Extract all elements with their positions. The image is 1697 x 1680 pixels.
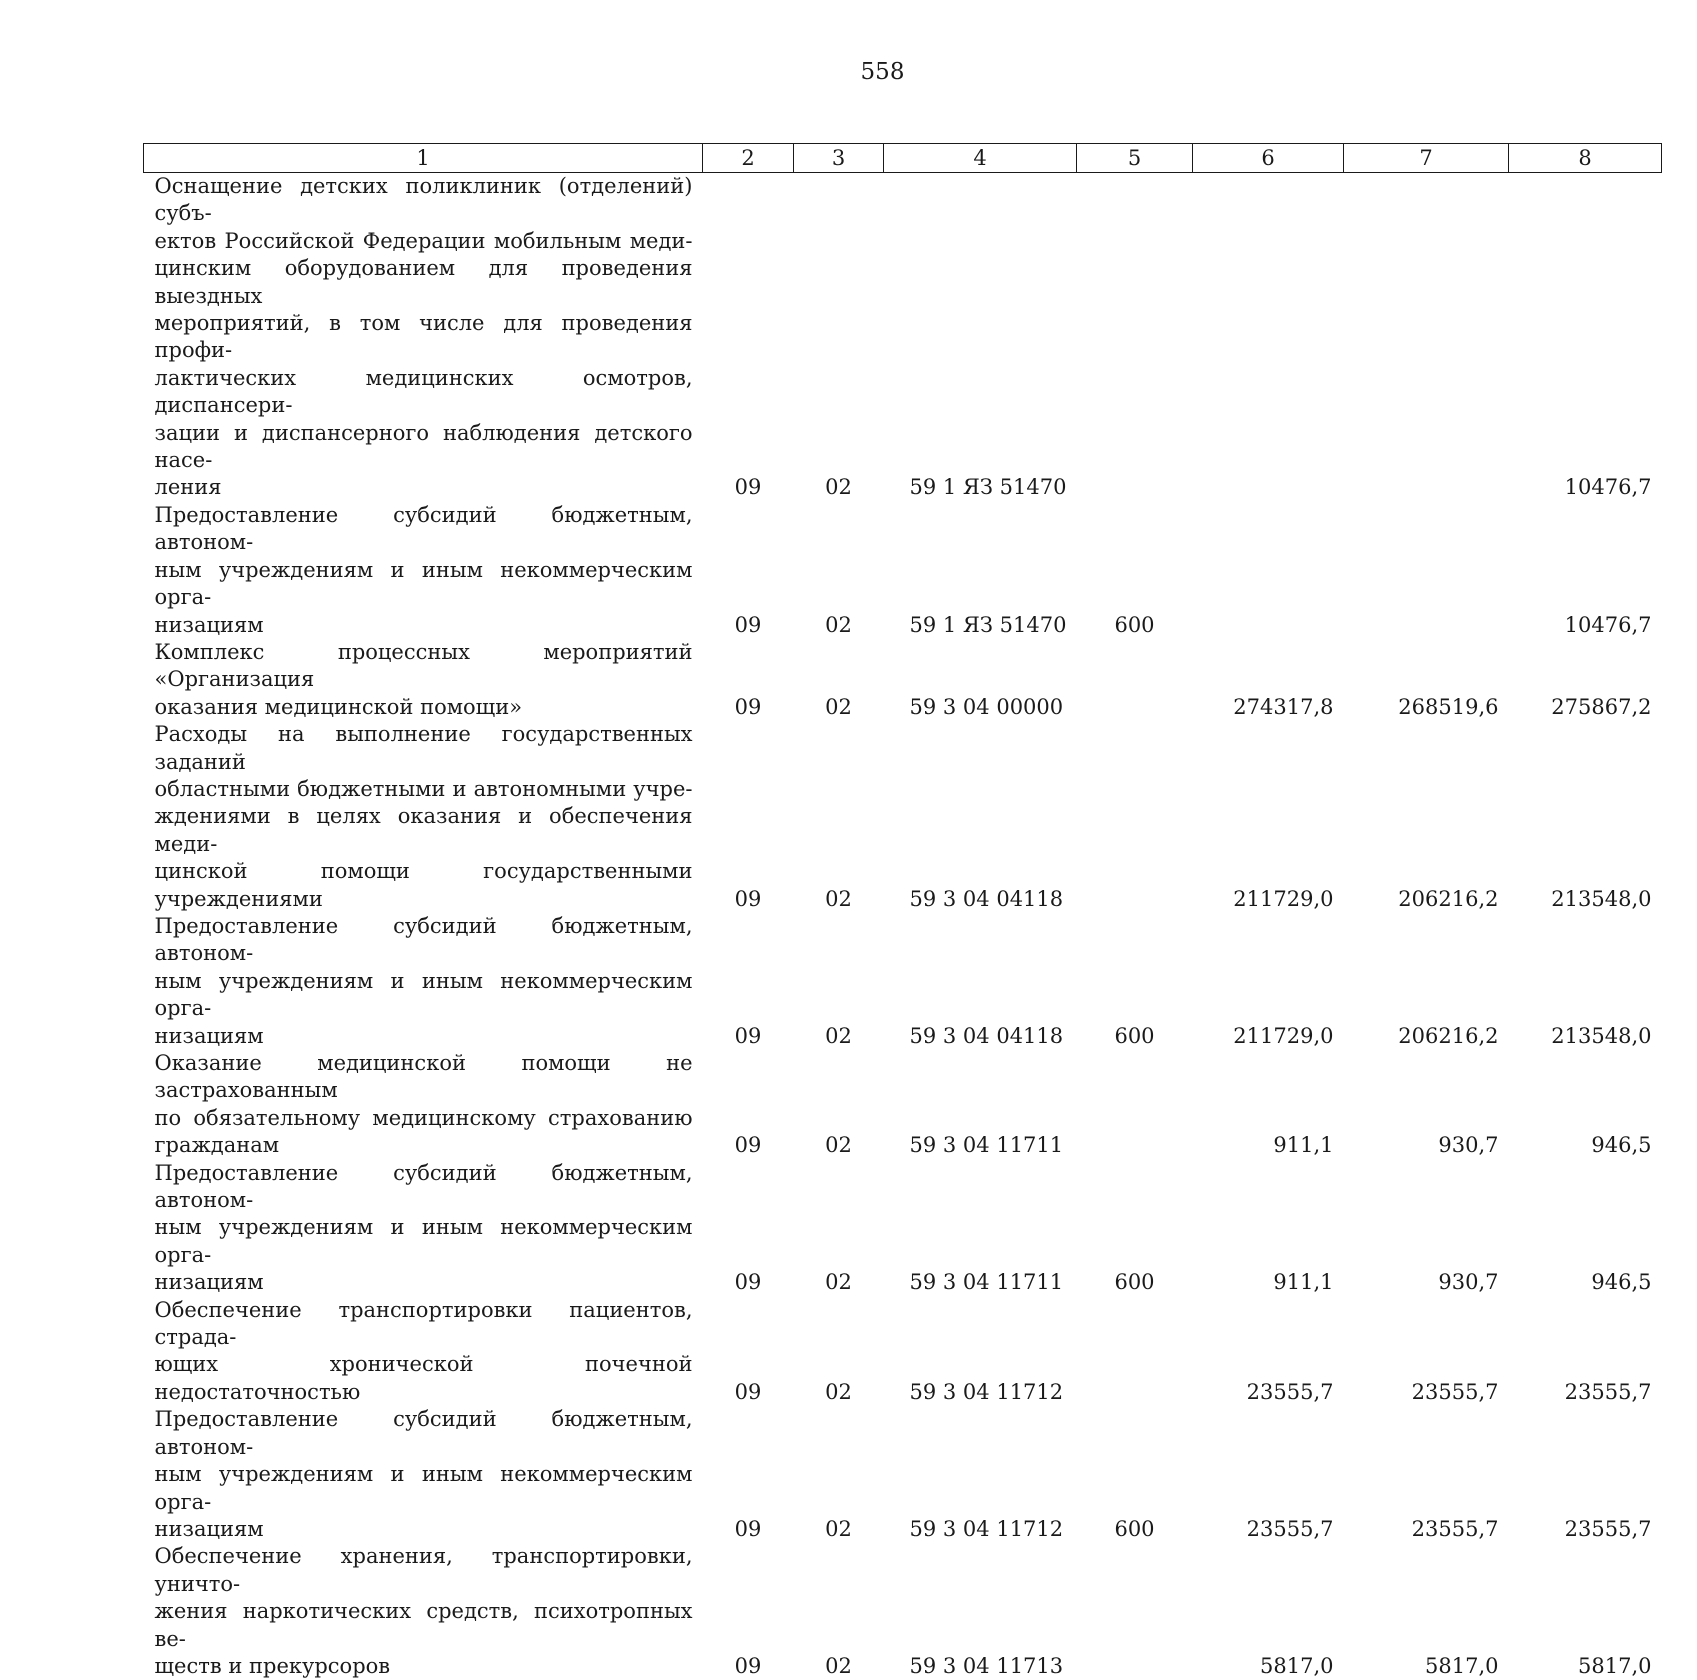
description-line: жения наркотических средств, психотропных ве- <box>155 1598 693 1653</box>
section-code: 09 <box>703 721 794 913</box>
target-article-code: 59 1 ЯЗ 51470 <box>884 173 1077 502</box>
amount-col-6: 23555,7 <box>1193 1406 1344 1543</box>
header-col-2: 2 <box>703 144 794 173</box>
header-col-4: 4 <box>884 144 1077 173</box>
expense-type-code: 600 <box>1077 1160 1193 1297</box>
description-line: мероприятий, в том числе для проведения профи- <box>155 310 693 365</box>
description-line: ющих хронической почечной недостаточностью <box>155 1351 693 1406</box>
amount-col-8: 946,5 <box>1509 1160 1662 1297</box>
section-code: 09 <box>703 1297 794 1407</box>
amount-col-8: 10476,7 <box>1509 502 1662 639</box>
description-line: Предоставление субсидий бюджетным, автоном- <box>155 502 693 557</box>
amount-col-8: 275867,2 <box>1509 639 1662 721</box>
description-line: оказания медицинской помощи» <box>155 694 693 721</box>
row-description <box>144 1543 703 1680</box>
description-line: Предоставление субсидий бюджетным, автоном- <box>155 913 693 968</box>
amount-col-8: 213548,0 <box>1509 721 1662 913</box>
section-code: 09 <box>703 173 794 502</box>
header-col-1: 1 <box>144 144 703 173</box>
description-line: низациям <box>155 1023 693 1050</box>
table-row <box>144 1297 1662 1407</box>
description-line: Оснащение детских поликлиник (отделений) субъ- <box>155 173 693 228</box>
amount-col-6: 211729,0 <box>1193 913 1344 1050</box>
header-col-8: 8 <box>1509 144 1662 173</box>
table-row <box>144 721 1662 913</box>
amount-col-6: 211729,0 <box>1193 721 1344 913</box>
expense-type-code <box>1077 173 1193 502</box>
target-article-code: 59 3 04 11711 <box>884 1160 1077 1297</box>
section-code: 09 <box>703 502 794 639</box>
section-code: 09 <box>703 1543 794 1680</box>
description-line: цинской помощи государственными учреждениями <box>155 858 693 913</box>
subsection-code: 02 <box>794 639 884 721</box>
section-code: 09 <box>703 639 794 721</box>
description-line: Комплекс процессных мероприятий «Организация <box>155 639 693 694</box>
subsection-code: 02 <box>794 913 884 1050</box>
subsection-code: 02 <box>794 173 884 502</box>
expense-type-code <box>1077 1543 1193 1680</box>
amount-col-6: 911,1 <box>1193 1160 1344 1297</box>
table-header <box>144 144 1662 173</box>
amount-col-8: 5817,0 <box>1509 1543 1662 1680</box>
page-number: 558 <box>0 58 1697 86</box>
section-code: 09 <box>703 1160 794 1297</box>
amount-col-6 <box>1193 502 1344 639</box>
expense-type-code <box>1077 1050 1193 1160</box>
subsection-code: 02 <box>794 1543 884 1680</box>
section-code: 09 <box>703 1406 794 1543</box>
description-line: ным учреждениям и иным некоммерческим орга- <box>155 968 693 1023</box>
row-description <box>144 1050 703 1160</box>
row-description <box>144 1297 703 1407</box>
amount-col-7 <box>1344 173 1509 502</box>
expense-type-code <box>1077 721 1193 913</box>
description-line: ектов Российской Федерации мобильным меди- <box>155 228 693 255</box>
target-article-code: 59 3 04 11713 <box>884 1543 1077 1680</box>
subsection-code: 02 <box>794 1297 884 1407</box>
description-line: ным учреждениям и иным некоммерческим орга- <box>155 1214 693 1269</box>
amount-col-7: 23555,7 <box>1344 1406 1509 1543</box>
subsection-code: 02 <box>794 1050 884 1160</box>
expense-type-code: 600 <box>1077 502 1193 639</box>
amount-col-7: 23555,7 <box>1344 1297 1509 1407</box>
description-line: ждениями в целях оказания и обеспечения меди- <box>155 803 693 858</box>
expense-type-code: 600 <box>1077 913 1193 1050</box>
table-row <box>144 502 1662 639</box>
table-row <box>144 1050 1662 1160</box>
row-description <box>144 173 703 502</box>
description-line: по обязательному медицинскому страхованию <box>155 1105 693 1132</box>
amount-col-6: 23555,7 <box>1193 1297 1344 1407</box>
header-row <box>144 144 1662 173</box>
description-line: ным учреждениям и иным некоммерческим орга- <box>155 1461 693 1516</box>
table-row <box>144 1160 1662 1297</box>
target-article-code: 59 3 04 11712 <box>884 1297 1077 1407</box>
description-line: Предоставление субсидий бюджетным, автоном- <box>155 1406 693 1461</box>
table-body <box>144 173 1662 1680</box>
section-code: 09 <box>703 1050 794 1160</box>
description-line: лактических медицинских осмотров, диспансери- <box>155 365 693 420</box>
header-col-7: 7 <box>1344 144 1509 173</box>
amount-col-7: 206216,2 <box>1344 721 1509 913</box>
section-code: 09 <box>703 913 794 1050</box>
amount-col-8: 23555,7 <box>1509 1297 1662 1407</box>
table-row <box>144 639 1662 721</box>
amount-col-8: 23555,7 <box>1509 1406 1662 1543</box>
amount-col-6: 5817,0 <box>1193 1543 1344 1680</box>
description-line: Предоставление субсидий бюджетным, автоном- <box>155 1160 693 1215</box>
description-line: гражданам <box>155 1132 693 1159</box>
description-line: низациям <box>155 612 693 639</box>
expense-type-code <box>1077 1297 1193 1407</box>
description-line: ным учреждениям и иным некоммерческим орга- <box>155 557 693 612</box>
amount-col-7: 930,7 <box>1344 1160 1509 1297</box>
description-line: Обеспечение транспортировки пациентов, страда- <box>155 1297 693 1352</box>
table-row <box>144 1543 1662 1680</box>
row-description <box>144 913 703 1050</box>
target-article-code: 59 3 04 11712 <box>884 1406 1077 1543</box>
header-col-5: 5 <box>1077 144 1193 173</box>
amount-col-8: 946,5 <box>1509 1050 1662 1160</box>
target-article-code: 59 3 04 00000 <box>884 639 1077 721</box>
expense-type-code <box>1077 639 1193 721</box>
row-description <box>144 639 703 721</box>
amount-col-8: 10476,7 <box>1509 173 1662 502</box>
description-line: ществ и прекурсоров <box>155 1653 693 1680</box>
amount-col-7: 5817,0 <box>1344 1543 1509 1680</box>
header-col-3: 3 <box>794 144 884 173</box>
header-col-6: 6 <box>1193 144 1344 173</box>
description-line: ления <box>155 474 693 501</box>
subsection-code: 02 <box>794 502 884 639</box>
description-line: зации и диспансерного наблюдения детского насе- <box>155 420 693 475</box>
description-line: цинским оборудованием для проведения выездных <box>155 255 693 310</box>
subsection-code: 02 <box>794 721 884 913</box>
description-line: Расходы на выполнение государственных заданий <box>155 721 693 776</box>
subsection-code: 02 <box>794 1406 884 1543</box>
amount-col-6 <box>1193 173 1344 502</box>
table-row <box>144 173 1662 502</box>
target-article-code: 59 3 04 04118 <box>884 913 1077 1050</box>
row-description <box>144 721 703 913</box>
table-row <box>144 1406 1662 1543</box>
description-line: областными бюджетными и автономными учре- <box>155 776 693 803</box>
target-article-code: 59 3 04 04118 <box>884 721 1077 913</box>
description-line: Обеспечение хранения, транспортировки, уничто- <box>155 1543 693 1598</box>
target-article-code: 59 3 04 11711 <box>884 1050 1077 1160</box>
amount-col-6: 274317,8 <box>1193 639 1344 721</box>
amount-col-7: 268519,6 <box>1344 639 1509 721</box>
row-description <box>144 1406 703 1543</box>
description-line: Оказание медицинской помощи не застрахованным <box>155 1050 693 1105</box>
amount-col-8: 213548,0 <box>1509 913 1662 1050</box>
table-row <box>144 913 1662 1050</box>
subsection-code: 02 <box>794 1160 884 1297</box>
description-line: низациям <box>155 1516 693 1543</box>
target-article-code: 59 1 ЯЗ 51470 <box>884 502 1077 639</box>
amount-col-7: 930,7 <box>1344 1050 1509 1160</box>
row-description <box>144 1160 703 1297</box>
expense-type-code: 600 <box>1077 1406 1193 1543</box>
amount-col-7: 206216,2 <box>1344 913 1509 1050</box>
description-line: низациям <box>155 1269 693 1296</box>
row-description <box>144 502 703 639</box>
budget-table <box>143 143 1662 1680</box>
amount-col-7 <box>1344 502 1509 639</box>
amount-col-6: 911,1 <box>1193 1050 1344 1160</box>
